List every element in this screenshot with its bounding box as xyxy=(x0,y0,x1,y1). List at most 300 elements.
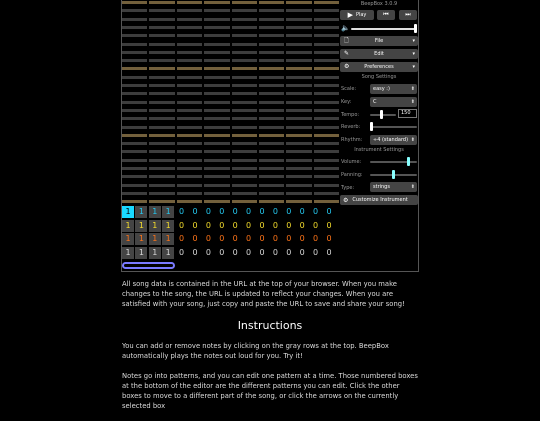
pattern-cell[interactable]: 0 xyxy=(232,220,238,230)
note-cell[interactable] xyxy=(314,200,339,203)
pattern-cell[interactable]: 1 xyxy=(135,220,147,232)
note-cell[interactable] xyxy=(232,150,257,153)
pattern-cell[interactable]: 0 xyxy=(259,207,265,216)
note-cell[interactable] xyxy=(314,34,339,37)
note-cell[interactable] xyxy=(177,67,202,70)
note-row[interactable] xyxy=(122,84,339,87)
note-cell[interactable] xyxy=(259,142,284,145)
note-cell[interactable] xyxy=(314,159,339,162)
note-row[interactable] xyxy=(122,34,339,37)
pattern-cell[interactable]: 0 xyxy=(205,220,211,230)
note-cell[interactable] xyxy=(204,59,229,62)
note-cell[interactable] xyxy=(232,126,257,129)
note-cell[interactable] xyxy=(204,142,229,145)
note-cell[interactable] xyxy=(286,109,311,112)
pattern-cell[interactable]: 0 xyxy=(299,247,305,257)
note-cell[interactable] xyxy=(286,51,311,54)
note-cell[interactable] xyxy=(232,117,257,120)
note-cell[interactable] xyxy=(259,200,284,203)
pattern-cell[interactable]: 0 xyxy=(205,247,211,257)
note-row[interactable] xyxy=(122,59,339,62)
note-cell[interactable] xyxy=(177,51,202,54)
note-row[interactable] xyxy=(122,159,339,162)
note-cell[interactable] xyxy=(314,76,339,79)
instrument-volume-slider-thumb[interactable] xyxy=(407,157,410,166)
note-cell[interactable] xyxy=(149,67,174,70)
note-cell[interactable] xyxy=(149,175,174,178)
note-cell[interactable] xyxy=(122,18,147,21)
note-row[interactable] xyxy=(122,200,339,203)
pattern-cell[interactable]: 0 xyxy=(205,207,211,216)
pattern-cell[interactable]: 0 xyxy=(232,207,238,216)
note-cell[interactable] xyxy=(314,18,339,21)
note-cell[interactable] xyxy=(259,109,284,112)
note-cell[interactable] xyxy=(177,43,202,46)
note-cell[interactable] xyxy=(204,92,229,95)
note-cell[interactable] xyxy=(259,59,284,62)
reverb-slider[interactable] xyxy=(370,126,417,128)
note-cell[interactable] xyxy=(122,59,147,62)
note-cell[interactable] xyxy=(204,200,229,203)
note-cell[interactable] xyxy=(177,109,202,112)
pattern-cell[interactable]: 0 xyxy=(272,247,278,257)
pattern-cell[interactable]: 0 xyxy=(286,247,292,257)
note-cell[interactable] xyxy=(122,76,147,79)
pattern-cell[interactable]: 1 xyxy=(162,220,174,232)
note-row[interactable] xyxy=(122,126,339,129)
pattern-cell[interactable]: 0 xyxy=(192,207,198,216)
note-cell[interactable] xyxy=(177,142,202,145)
note-cell[interactable] xyxy=(122,184,147,187)
play-button[interactable] xyxy=(340,10,374,20)
note-cell[interactable] xyxy=(177,126,202,129)
note-cell[interactable] xyxy=(232,18,257,21)
note-cell[interactable] xyxy=(177,167,202,170)
note-cell[interactable] xyxy=(286,92,311,95)
previous-bar-button[interactable] xyxy=(377,10,395,20)
note-cell[interactable] xyxy=(149,126,174,129)
note-cell[interactable] xyxy=(314,43,339,46)
note-cell[interactable] xyxy=(177,184,202,187)
note-cell[interactable] xyxy=(259,134,284,137)
note-cell[interactable] xyxy=(232,9,257,12)
note-cell[interactable] xyxy=(259,26,284,29)
note-cell[interactable] xyxy=(204,167,229,170)
tempo-input[interactable] xyxy=(398,109,417,118)
note-cell[interactable] xyxy=(149,26,174,29)
note-cell[interactable] xyxy=(122,126,147,129)
pattern-cell[interactable]: 0 xyxy=(313,234,319,243)
note-cell[interactable] xyxy=(149,142,174,145)
note-row[interactable] xyxy=(122,51,339,54)
note-cell[interactable] xyxy=(122,84,147,87)
note-cell[interactable] xyxy=(232,184,257,187)
note-cell[interactable] xyxy=(286,175,311,178)
note-cell[interactable] xyxy=(286,76,311,79)
note-cell[interactable] xyxy=(204,101,229,104)
note-cell[interactable] xyxy=(122,92,147,95)
note-cell[interactable] xyxy=(204,18,229,21)
note-cell[interactable] xyxy=(204,109,229,112)
pattern-cell[interactable]: 0 xyxy=(299,207,305,216)
note-cell[interactable] xyxy=(232,142,257,145)
note-cell[interactable] xyxy=(259,9,284,12)
note-row[interactable] xyxy=(122,192,339,195)
note-cell[interactable] xyxy=(204,26,229,29)
note-cell[interactable] xyxy=(204,159,229,162)
note-cell[interactable] xyxy=(314,134,339,137)
note-cell[interactable] xyxy=(232,59,257,62)
note-row[interactable] xyxy=(122,167,339,170)
note-cell[interactable] xyxy=(259,126,284,129)
pattern-cell[interactable]: 0 xyxy=(272,207,278,216)
note-cell[interactable] xyxy=(204,184,229,187)
note-row[interactable] xyxy=(122,1,339,4)
note-cell[interactable] xyxy=(259,184,284,187)
pattern-cell[interactable]: 0 xyxy=(232,247,238,257)
note-cell[interactable] xyxy=(314,84,339,87)
note-cell[interactable] xyxy=(286,18,311,21)
pattern-cell[interactable]: 1 xyxy=(149,247,161,259)
preferences-menu[interactable] xyxy=(340,62,418,72)
note-cell[interactable] xyxy=(314,67,339,70)
note-cell[interactable] xyxy=(122,150,147,153)
note-cell[interactable] xyxy=(177,84,202,87)
note-row[interactable] xyxy=(122,117,339,120)
note-cell[interactable] xyxy=(314,175,339,178)
pattern-cell[interactable]: 1 xyxy=(122,233,134,245)
note-cell[interactable] xyxy=(204,134,229,137)
note-cell[interactable] xyxy=(204,175,229,178)
note-cell[interactable] xyxy=(177,134,202,137)
note-cell[interactable] xyxy=(286,43,311,46)
note-cell[interactable] xyxy=(286,134,311,137)
pattern-cell[interactable]: 1 xyxy=(149,220,161,232)
note-cell[interactable] xyxy=(286,126,311,129)
note-cell[interactable] xyxy=(122,109,147,112)
customize-instrument-button[interactable] xyxy=(340,195,418,205)
note-cell[interactable] xyxy=(177,76,202,79)
note-cell[interactable] xyxy=(232,200,257,203)
note-cell[interactable] xyxy=(314,184,339,187)
note-cell[interactable] xyxy=(232,101,257,104)
note-cell[interactable] xyxy=(177,9,202,12)
pattern-cell[interactable]: 1 xyxy=(162,247,174,259)
note-cell[interactable] xyxy=(204,51,229,54)
note-row[interactable] xyxy=(122,67,339,70)
pattern-cell[interactable]: 0 xyxy=(192,234,198,243)
pattern-cell[interactable]: 0 xyxy=(259,247,265,257)
note-cell[interactable] xyxy=(286,167,311,170)
note-row[interactable] xyxy=(122,175,339,178)
note-cell[interactable] xyxy=(259,92,284,95)
note-cell[interactable] xyxy=(149,117,174,120)
note-cell[interactable] xyxy=(232,84,257,87)
note-cell[interactable] xyxy=(149,192,174,195)
note-cell[interactable] xyxy=(314,26,339,29)
note-cell[interactable] xyxy=(259,76,284,79)
pattern-cell[interactable]: 1 xyxy=(149,206,161,218)
note-cell[interactable] xyxy=(286,34,311,37)
pattern-cell[interactable]: 1 xyxy=(122,247,134,259)
volume-slider[interactable] xyxy=(351,28,417,30)
note-cell[interactable] xyxy=(259,51,284,54)
note-cell[interactable] xyxy=(259,101,284,104)
note-row[interactable] xyxy=(122,43,339,46)
note-row[interactable] xyxy=(122,101,339,104)
pattern-cell[interactable]: 1 xyxy=(149,233,161,245)
note-row[interactable] xyxy=(122,18,339,21)
note-cell[interactable] xyxy=(149,34,174,37)
pattern-cell[interactable]: 0 xyxy=(299,220,305,230)
note-cell[interactable] xyxy=(286,84,311,87)
pattern-cell[interactable]: 0 xyxy=(179,207,185,216)
loop-bar[interactable] xyxy=(122,262,175,269)
note-cell[interactable] xyxy=(177,92,202,95)
note-cell[interactable] xyxy=(122,67,147,70)
file-menu[interactable] xyxy=(340,36,418,46)
note-cell[interactable] xyxy=(149,92,174,95)
pattern-cell[interactable]: 0 xyxy=(179,234,185,243)
note-cell[interactable] xyxy=(259,175,284,178)
pattern-cell[interactable]: 0 xyxy=(219,220,225,230)
note-cell[interactable] xyxy=(122,43,147,46)
note-cell[interactable] xyxy=(204,43,229,46)
note-cell[interactable] xyxy=(286,117,311,120)
note-row[interactable] xyxy=(122,26,339,29)
note-cell[interactable] xyxy=(149,51,174,54)
pattern-cell[interactable]: 0 xyxy=(219,247,225,257)
note-cell[interactable] xyxy=(314,150,339,153)
reverb-slider-thumb[interactable] xyxy=(370,122,373,131)
note-cell[interactable] xyxy=(232,67,257,70)
pattern-cell[interactable]: 0 xyxy=(286,207,292,216)
note-cell[interactable] xyxy=(122,192,147,195)
note-cell[interactable] xyxy=(177,150,202,153)
note-cell[interactable] xyxy=(122,167,147,170)
note-cell[interactable] xyxy=(286,200,311,203)
note-cell[interactable] xyxy=(149,59,174,62)
note-cell[interactable] xyxy=(204,67,229,70)
note-cell[interactable] xyxy=(177,18,202,21)
note-row[interactable] xyxy=(122,134,339,137)
key-select[interactable] xyxy=(370,97,417,107)
note-cell[interactable] xyxy=(122,175,147,178)
pattern-cell[interactable]: 0 xyxy=(205,234,211,243)
pattern-cell[interactable]: 0 xyxy=(326,234,332,243)
volume-slider-thumb[interactable] xyxy=(414,24,417,33)
note-cell[interactable] xyxy=(122,51,147,54)
note-cell[interactable] xyxy=(259,1,284,4)
note-cell[interactable] xyxy=(286,9,311,12)
note-cell[interactable] xyxy=(177,26,202,29)
note-grid[interactable] xyxy=(122,0,339,204)
note-cell[interactable] xyxy=(177,117,202,120)
pattern-cell[interactable]: 1 xyxy=(135,206,147,218)
note-cell[interactable] xyxy=(149,184,174,187)
pattern-cell[interactable]: 0 xyxy=(232,234,238,243)
note-cell[interactable] xyxy=(286,59,311,62)
pattern-cell[interactable]: 0 xyxy=(179,220,185,230)
note-cell[interactable] xyxy=(204,117,229,120)
note-cell[interactable] xyxy=(122,26,147,29)
pattern-cell[interactable]: 0 xyxy=(259,220,265,230)
note-cell[interactable] xyxy=(259,67,284,70)
note-cell[interactable] xyxy=(204,76,229,79)
pattern-cell[interactable]: 0 xyxy=(313,247,319,257)
note-cell[interactable] xyxy=(286,67,311,70)
pattern-cell[interactable]: 0 xyxy=(246,207,252,216)
panning-slider-thumb[interactable] xyxy=(392,170,395,179)
note-cell[interactable] xyxy=(314,59,339,62)
pattern-cell[interactable]: 0 xyxy=(246,220,252,230)
note-cell[interactable] xyxy=(314,1,339,4)
note-row[interactable] xyxy=(122,76,339,79)
note-cell[interactable] xyxy=(286,150,311,153)
pattern-cell[interactable]: 0 xyxy=(246,247,252,257)
note-cell[interactable] xyxy=(204,9,229,12)
note-cell[interactable] xyxy=(259,34,284,37)
note-cell[interactable] xyxy=(314,167,339,170)
pattern-cell[interactable]: 1 xyxy=(162,206,174,218)
scale-select[interactable] xyxy=(370,84,417,94)
pattern-cell[interactable]: 0 xyxy=(192,247,198,257)
note-row[interactable] xyxy=(122,9,339,12)
note-cell[interactable] xyxy=(149,159,174,162)
note-cell[interactable] xyxy=(259,84,284,87)
note-cell[interactable] xyxy=(149,18,174,21)
note-cell[interactable] xyxy=(314,92,339,95)
note-cell[interactable] xyxy=(149,134,174,137)
note-cell[interactable] xyxy=(177,101,202,104)
note-cell[interactable] xyxy=(149,9,174,12)
pattern-cell[interactable]: 1 xyxy=(122,206,134,218)
note-row[interactable] xyxy=(122,142,339,145)
note-cell[interactable] xyxy=(122,134,147,137)
pattern-cell[interactable]: 0 xyxy=(219,207,225,216)
note-cell[interactable] xyxy=(177,200,202,203)
pattern-cell[interactable]: 0 xyxy=(259,234,265,243)
note-cell[interactable] xyxy=(149,76,174,79)
pattern-cell[interactable]: 0 xyxy=(219,234,225,243)
pattern-cell[interactable]: 0 xyxy=(272,220,278,230)
note-cell[interactable] xyxy=(314,109,339,112)
note-cell[interactable] xyxy=(149,167,174,170)
note-cell[interactable] xyxy=(122,101,147,104)
note-cell[interactable] xyxy=(204,34,229,37)
pattern-cell[interactable]: 1 xyxy=(162,233,174,245)
note-cell[interactable] xyxy=(286,101,311,104)
note-cell[interactable] xyxy=(177,175,202,178)
pattern-cell[interactable]: 0 xyxy=(326,247,332,257)
edit-menu[interactable] xyxy=(340,49,418,59)
note-cell[interactable] xyxy=(314,142,339,145)
pattern-cell[interactable]: 0 xyxy=(326,220,332,230)
pattern-cell[interactable]: 1 xyxy=(135,247,147,259)
note-cell[interactable] xyxy=(314,51,339,54)
note-cell[interactable] xyxy=(232,1,257,4)
pattern-cell[interactable]: 1 xyxy=(135,233,147,245)
note-cell[interactable] xyxy=(149,1,174,4)
note-row[interactable] xyxy=(122,92,339,95)
note-cell[interactable] xyxy=(314,117,339,120)
note-cell[interactable] xyxy=(149,109,174,112)
note-cell[interactable] xyxy=(232,167,257,170)
note-cell[interactable] xyxy=(122,142,147,145)
note-cell[interactable] xyxy=(177,34,202,37)
note-cell[interactable] xyxy=(122,1,147,4)
pattern-cell[interactable]: 0 xyxy=(286,234,292,243)
note-cell[interactable] xyxy=(149,43,174,46)
pattern-cell[interactable]: 1 xyxy=(122,220,134,232)
note-cell[interactable] xyxy=(259,117,284,120)
note-cell[interactable] xyxy=(259,159,284,162)
note-cell[interactable] xyxy=(314,101,339,104)
note-cell[interactable] xyxy=(286,192,311,195)
note-cell[interactable] xyxy=(232,92,257,95)
note-cell[interactable] xyxy=(286,159,311,162)
note-cell[interactable] xyxy=(232,109,257,112)
note-cell[interactable] xyxy=(122,200,147,203)
note-cell[interactable] xyxy=(232,51,257,54)
next-bar-button[interactable] xyxy=(399,10,417,20)
note-cell[interactable] xyxy=(259,150,284,153)
note-cell[interactable] xyxy=(232,175,257,178)
note-cell[interactable] xyxy=(232,43,257,46)
note-cell[interactable] xyxy=(177,159,202,162)
instrument-type-select[interactable] xyxy=(370,182,417,192)
note-cell[interactable] xyxy=(259,18,284,21)
pattern-cell[interactable]: 0 xyxy=(272,234,278,243)
note-cell[interactable] xyxy=(286,142,311,145)
pattern-cell[interactable]: 0 xyxy=(246,234,252,243)
tempo-slider-thumb[interactable] xyxy=(380,110,383,119)
note-cell[interactable] xyxy=(314,9,339,12)
note-cell[interactable] xyxy=(232,76,257,79)
note-cell[interactable] xyxy=(122,117,147,120)
note-cell[interactable] xyxy=(286,184,311,187)
note-cell[interactable] xyxy=(149,84,174,87)
note-cell[interactable] xyxy=(204,1,229,4)
note-cell[interactable] xyxy=(177,192,202,195)
note-cell[interactable] xyxy=(232,192,257,195)
note-cell[interactable] xyxy=(149,150,174,153)
note-row[interactable] xyxy=(122,150,339,153)
note-cell[interactable] xyxy=(149,101,174,104)
note-cell[interactable] xyxy=(314,192,339,195)
note-cell[interactable] xyxy=(204,126,229,129)
note-cell[interactable] xyxy=(286,26,311,29)
note-cell[interactable] xyxy=(122,34,147,37)
note-cell[interactable] xyxy=(177,1,202,4)
pattern-cell[interactable]: 0 xyxy=(326,207,332,216)
note-row[interactable] xyxy=(122,184,339,187)
note-cell[interactable] xyxy=(232,159,257,162)
pattern-cell[interactable]: 0 xyxy=(192,220,198,230)
note-cell[interactable] xyxy=(259,192,284,195)
pattern-cell[interactable]: 0 xyxy=(313,207,319,216)
note-cell[interactable] xyxy=(177,59,202,62)
note-cell[interactable] xyxy=(259,167,284,170)
note-cell[interactable] xyxy=(232,134,257,137)
pattern-cell[interactable]: 0 xyxy=(313,220,319,230)
note-cell[interactable] xyxy=(232,34,257,37)
note-cell[interactable] xyxy=(259,43,284,46)
note-cell[interactable] xyxy=(314,126,339,129)
pattern-cell[interactable]: 0 xyxy=(286,220,292,230)
note-cell[interactable] xyxy=(122,9,147,12)
pattern-cell[interactable]: 0 xyxy=(299,234,305,243)
